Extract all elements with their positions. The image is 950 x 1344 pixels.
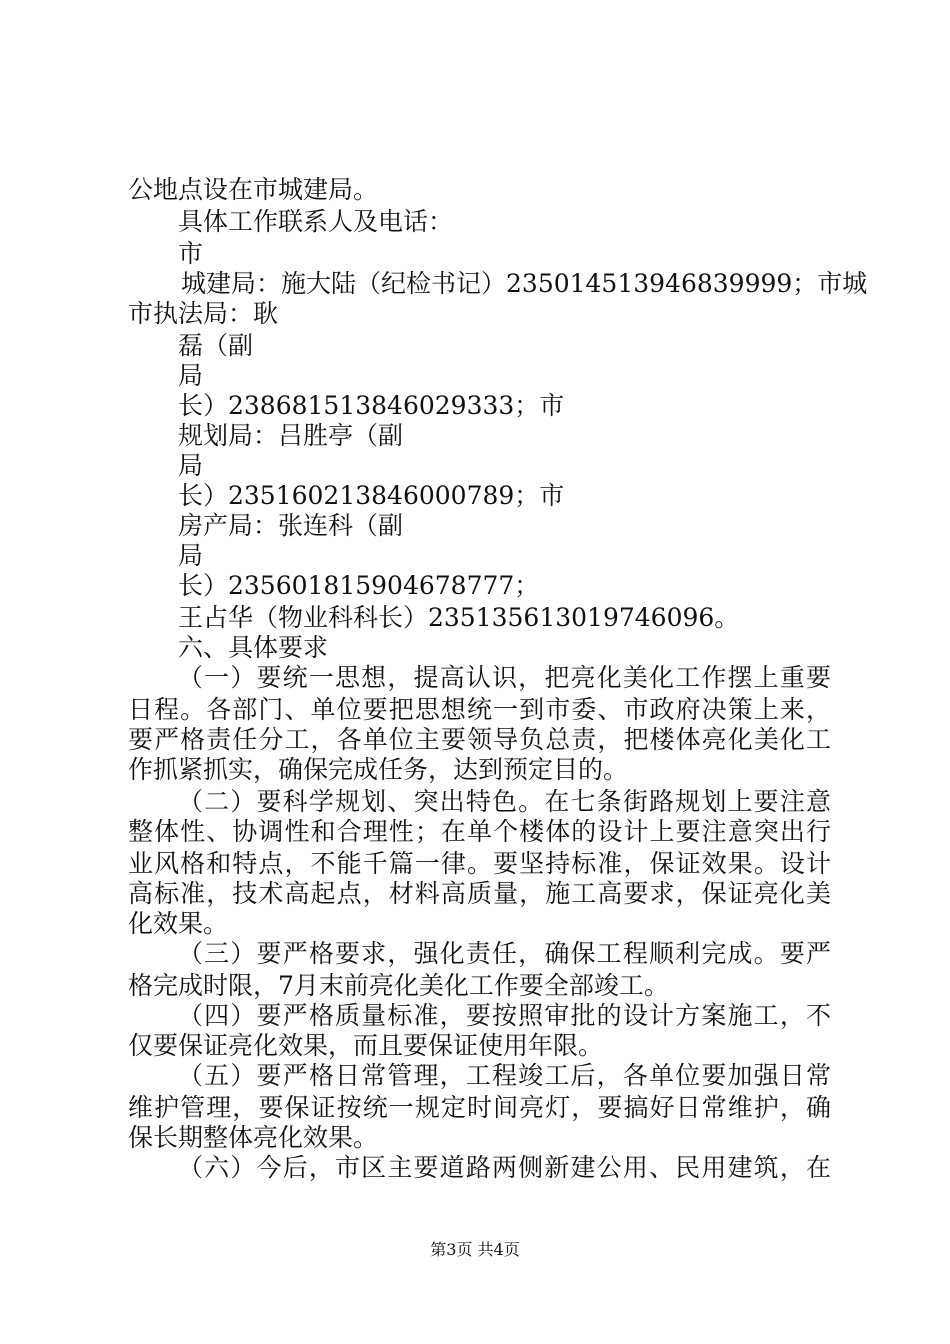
text-line: （三）要严格要求，强化责任，确保工程顺利完成。要严	[178, 939, 831, 968]
text-line: 化效果。	[128, 909, 229, 938]
text-line: 局	[178, 361, 204, 390]
text-line: 规划局：吕胜亭（副	[178, 421, 404, 450]
text-line: 房产局：张连科（副	[178, 511, 404, 540]
text-line: 磊（副	[178, 331, 254, 360]
text-line: 维护管理，要保证按统一规定时间亮灯，要搞好日常维护，确	[128, 1093, 831, 1122]
text-line: 局	[178, 541, 204, 570]
section-heading: 六、具体要求	[178, 633, 329, 662]
text-line: 整体性、协调性和合理性；在单个楼体的设计上要注意突出行	[128, 817, 831, 846]
page-number-footer: 第3页 共4页	[430, 1240, 520, 1259]
text-line: 公地点设在市城建局。	[128, 175, 379, 204]
text-line: 长）23516021384600​0789；市	[178, 481, 565, 510]
text-line: 高标准，技术高起点，材料高质量，施工高要求，保证亮化美	[128, 879, 831, 908]
text-line: 业风格和特点，不能千篇一律。要坚持标准，保证效果。设计	[128, 849, 831, 878]
text-line: 作抓紧抓实，确保完成任务，达到预定目的。	[128, 755, 629, 784]
text-line: 长）2386815138460​29333；市	[178, 391, 565, 420]
text-line: 城建局：施大陆（纪检书记）23501451394683999​9；市城	[181, 269, 868, 298]
text-line: 长）23560181590467​8777；	[178, 571, 540, 600]
text-line: 保长期整体亮化效果。	[128, 1123, 379, 1152]
text-line: 要严格责任分工，各单位主要领导负总责，把楼体亮化美化工	[128, 725, 831, 754]
text-line: 格完成时限，7月末前亮化美化工作要全部竣工。	[128, 971, 669, 1000]
text-line: （四）要严格质量标准，要按照审批的设计方案施工，不	[178, 1001, 831, 1030]
text-line: （六）今后，市区主要道路两侧新建公用、民用建筑，在	[178, 1153, 831, 1182]
text-line: 日程。各部门、单位要把思想统一到市委、市政府决策上来，	[128, 695, 831, 724]
text-line: （二）要科学规划、突出特色。在七条街路规划上要注意	[178, 787, 831, 816]
text-line: 局	[178, 451, 204, 480]
text-line: 市执法局：耿	[128, 299, 279, 328]
text-line: 仅要保证亮化效果，而且要保证使用年限。	[128, 1031, 604, 1060]
text-line: （一）要统一思想，提高认识，把亮化美化工作摆上重要	[178, 663, 831, 692]
text-line: 具体工作联系人及电话：	[178, 207, 454, 236]
text-line: （五）要严格日常管理，工程竣工后，各单位要加强日常	[178, 1061, 831, 1090]
text-line: 王占华（物业科科长）23513561301974​6096。	[178, 603, 740, 632]
text-line: 市	[178, 239, 204, 268]
